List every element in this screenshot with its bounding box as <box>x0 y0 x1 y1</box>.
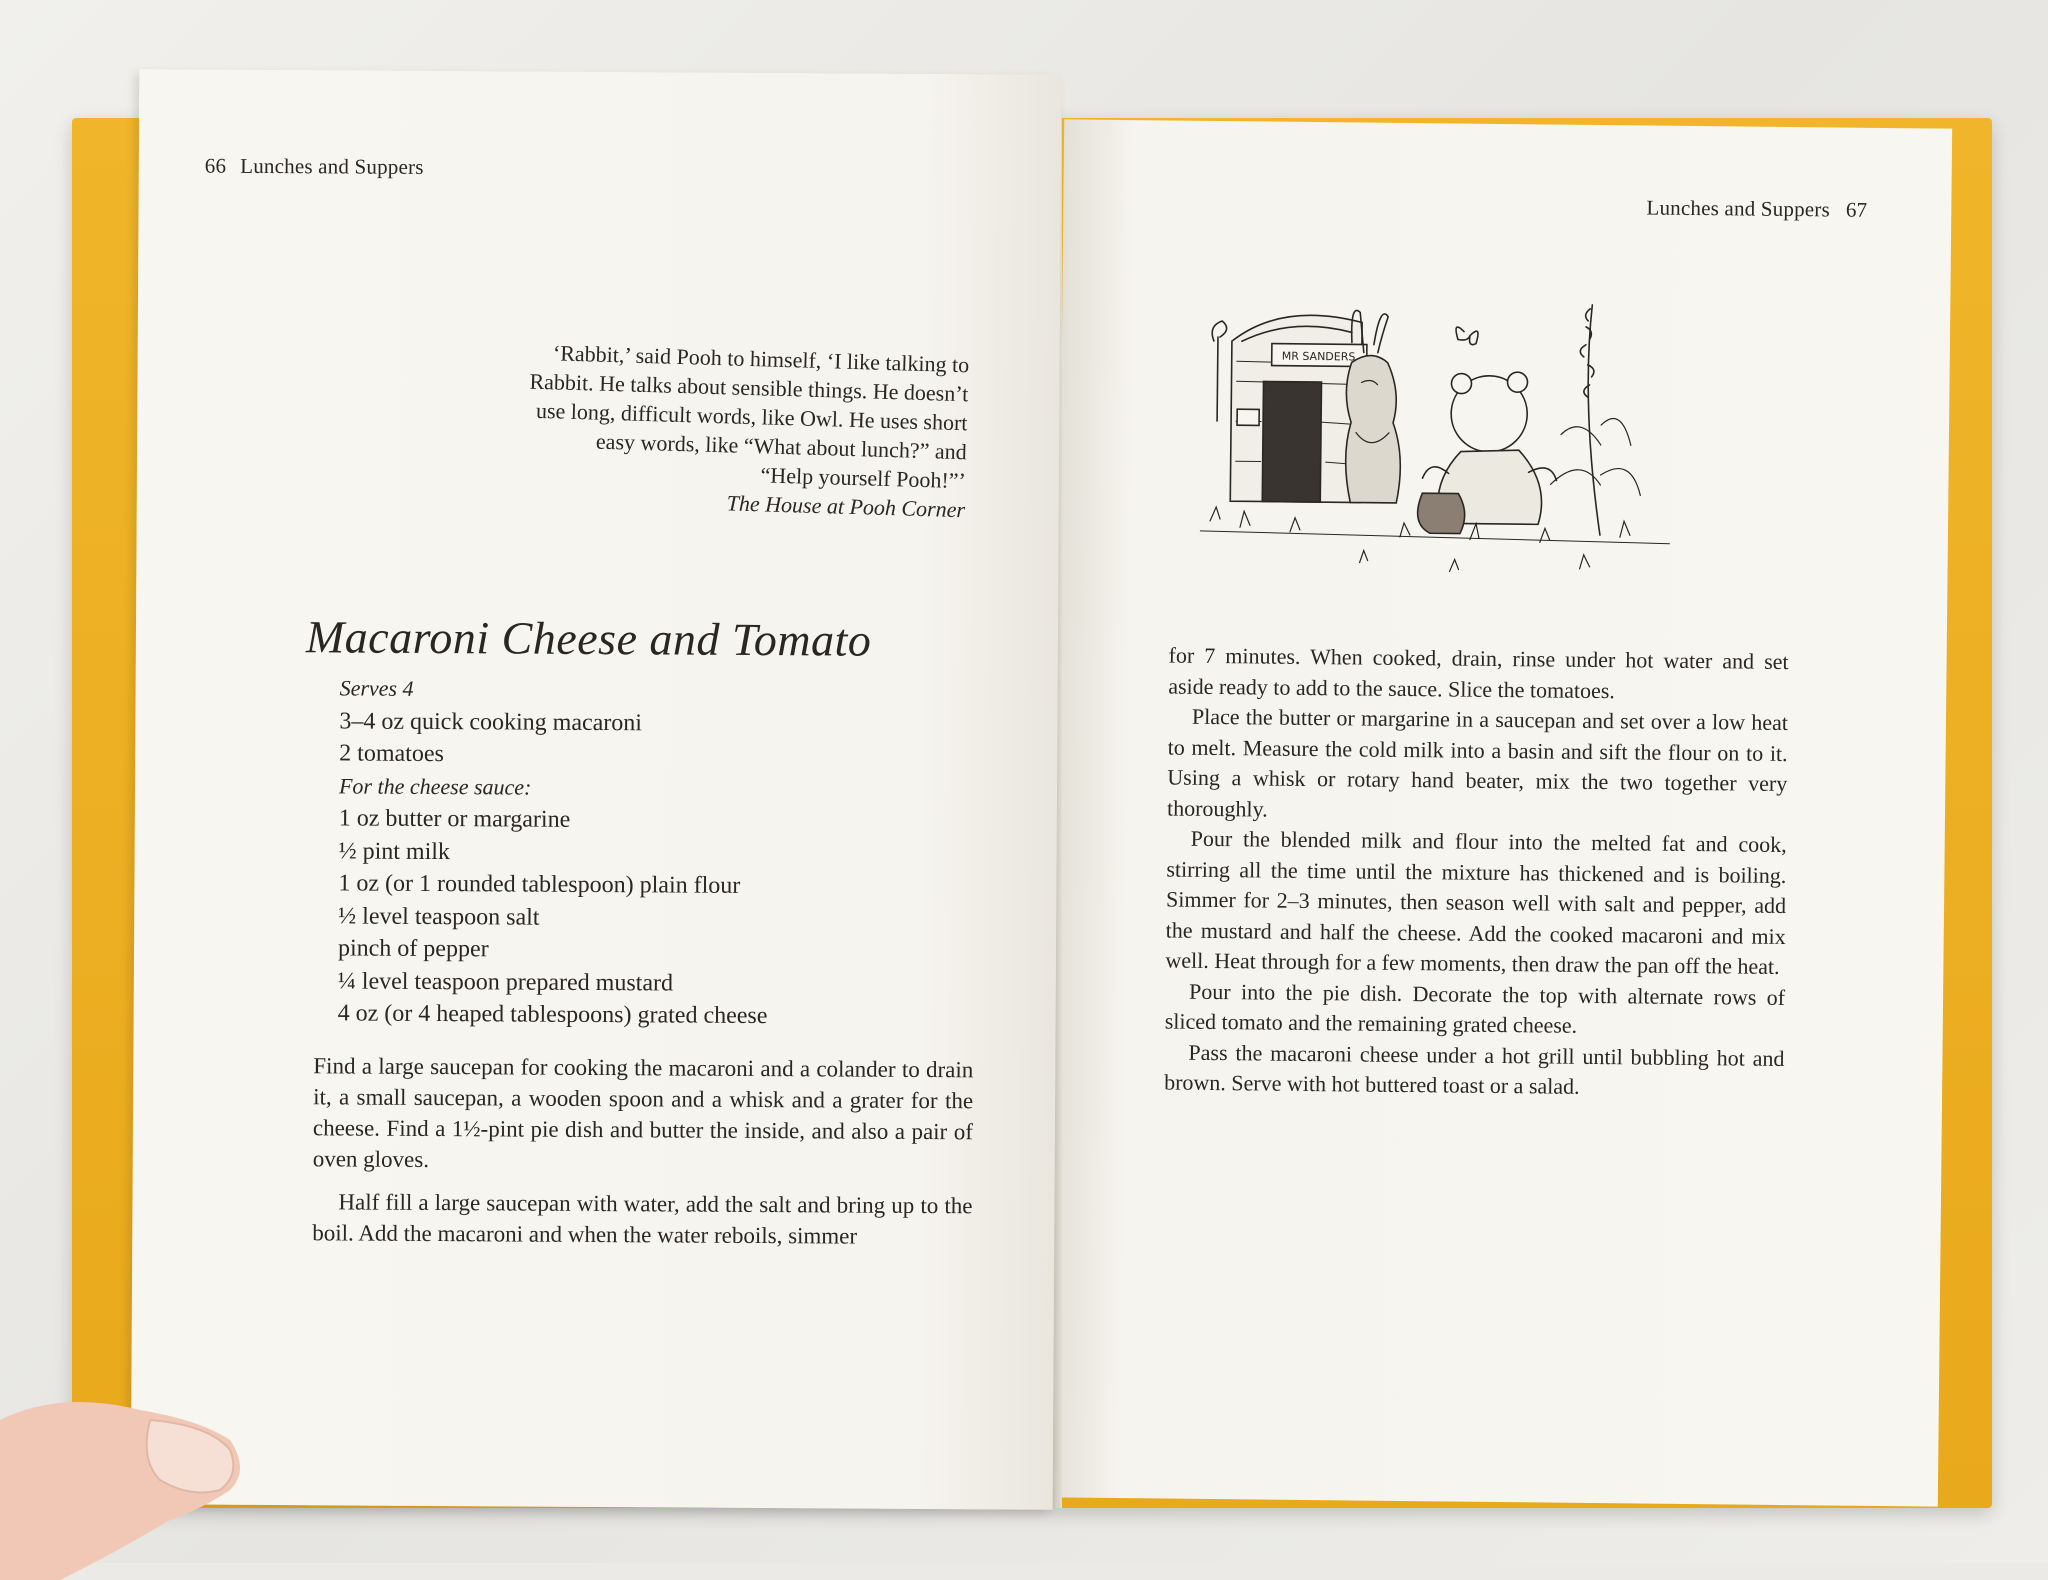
left-paragraph: Half fill a large saucepan with water, add the salt and bring up to the boil. Add the macaroni and when the water reboils, simmer <box>312 1189 973 1249</box>
quote-line: ‘Rabbit,’ said Pooh to himself, ‘I like talking to <box>552 340 970 378</box>
quote-line: easy words, like “What about lunch?” and <box>595 428 968 465</box>
left-page <box>131 69 1062 1510</box>
epigraph-quote <box>435 335 970 524</box>
ingredient-item: 2 tomatoes <box>339 740 444 768</box>
left-page-number: 66 <box>204 153 227 178</box>
ingredient-item: 1 oz butter or margarine <box>338 805 571 833</box>
right-page-number: 67 <box>1845 197 1868 222</box>
ingredient-item: 4 oz (or 4 heaped tablespoons) grated cheese <box>337 1000 768 1030</box>
right-body-text <box>1164 641 1789 1105</box>
svg-text:MR SANDERS: MR SANDERS <box>1281 349 1356 364</box>
ingredient-item: 1 oz (or 1 rounded tablespoon) plain flour <box>338 870 741 899</box>
quote-line: use long, difficult words, like Owl. He uses short <box>535 397 968 436</box>
left-running-head <box>205 154 424 180</box>
hand-holding-page <box>0 1380 260 1580</box>
right-paragraph: Pour the blended milk and flour into the melted fat and cook, stirring all the time until the mixture has thickened and is boiling. Simmer for 2–3 minutes, then season well with salt and pepper, add the mustard and half the cheese. Add the cooked macaroni and mix well. Heat through for a few moments, then draw the pan off the heat. <box>1165 825 1787 979</box>
right-page <box>1050 119 1952 1506</box>
quote-line: Rabbit. He talks about sensible things. He doesn’t <box>529 368 969 407</box>
sauce-heading: For the cheese sauce: <box>338 772 532 800</box>
left-paragraph: Find a large saucepan for cooking the macaroni and a colander to drain it, a small saucepan, a wooden spoon and a whisk and a grater for the cheese. Find a 1½-pint pie dish and butter the inside, and also a pair of oven gloves. <box>312 1053 974 1172</box>
ingredient-item: ¼ level teaspoon prepared mustard <box>337 967 674 996</box>
ingredient-list <box>338 672 960 1033</box>
ingredient-item: ½ pint milk <box>338 837 451 865</box>
left-running-head-title: Lunches and Suppers <box>240 153 424 179</box>
ingredient-item: 3–4 oz quick cooking macaroni <box>339 707 643 736</box>
right-paragraph: Pour into the pie dish. Decorate the top with alternate rows of sliced tomato and the remaining grated cheese. <box>1164 978 1786 1038</box>
quote-source: The House at Pooh Corner <box>726 490 966 523</box>
right-paragraph: for 7 minutes. When cooked, drain, rinse under hot water and set aside ready to add to the sauce. Slice the tomatoes. <box>1168 642 1789 703</box>
quote-line: “Help yourself Pooh!”’ <box>760 462 967 494</box>
right-running-head-title: Lunches and Suppers <box>1646 195 1831 222</box>
recipe-title: Macaroni Cheese and Tomato <box>305 611 872 666</box>
pooh-and-rabbit-at-door-illustration <box>1199 281 1672 596</box>
ingredient-item: pinch of pepper <box>337 935 489 963</box>
ingredient-item: ½ level teaspoon salt <box>338 902 540 931</box>
right-paragraph: Place the butter or margarine in a saucepan and set over a low heat to melt. Measure the cold milk into a basin and sift the flour on to it. Using a whisk or rotary hand beater, mix the two together very thoroughly. <box>1166 703 1789 822</box>
left-body-text <box>312 1050 973 1264</box>
right-running-head <box>1646 195 1867 222</box>
serves-line: Serves 4 <box>339 675 414 701</box>
right-paragraph: Pass the macaroni cheese under a hot grill until bubbling hot and brown. Serve with hot buttered toast or a salad. <box>1164 1039 1785 1099</box>
